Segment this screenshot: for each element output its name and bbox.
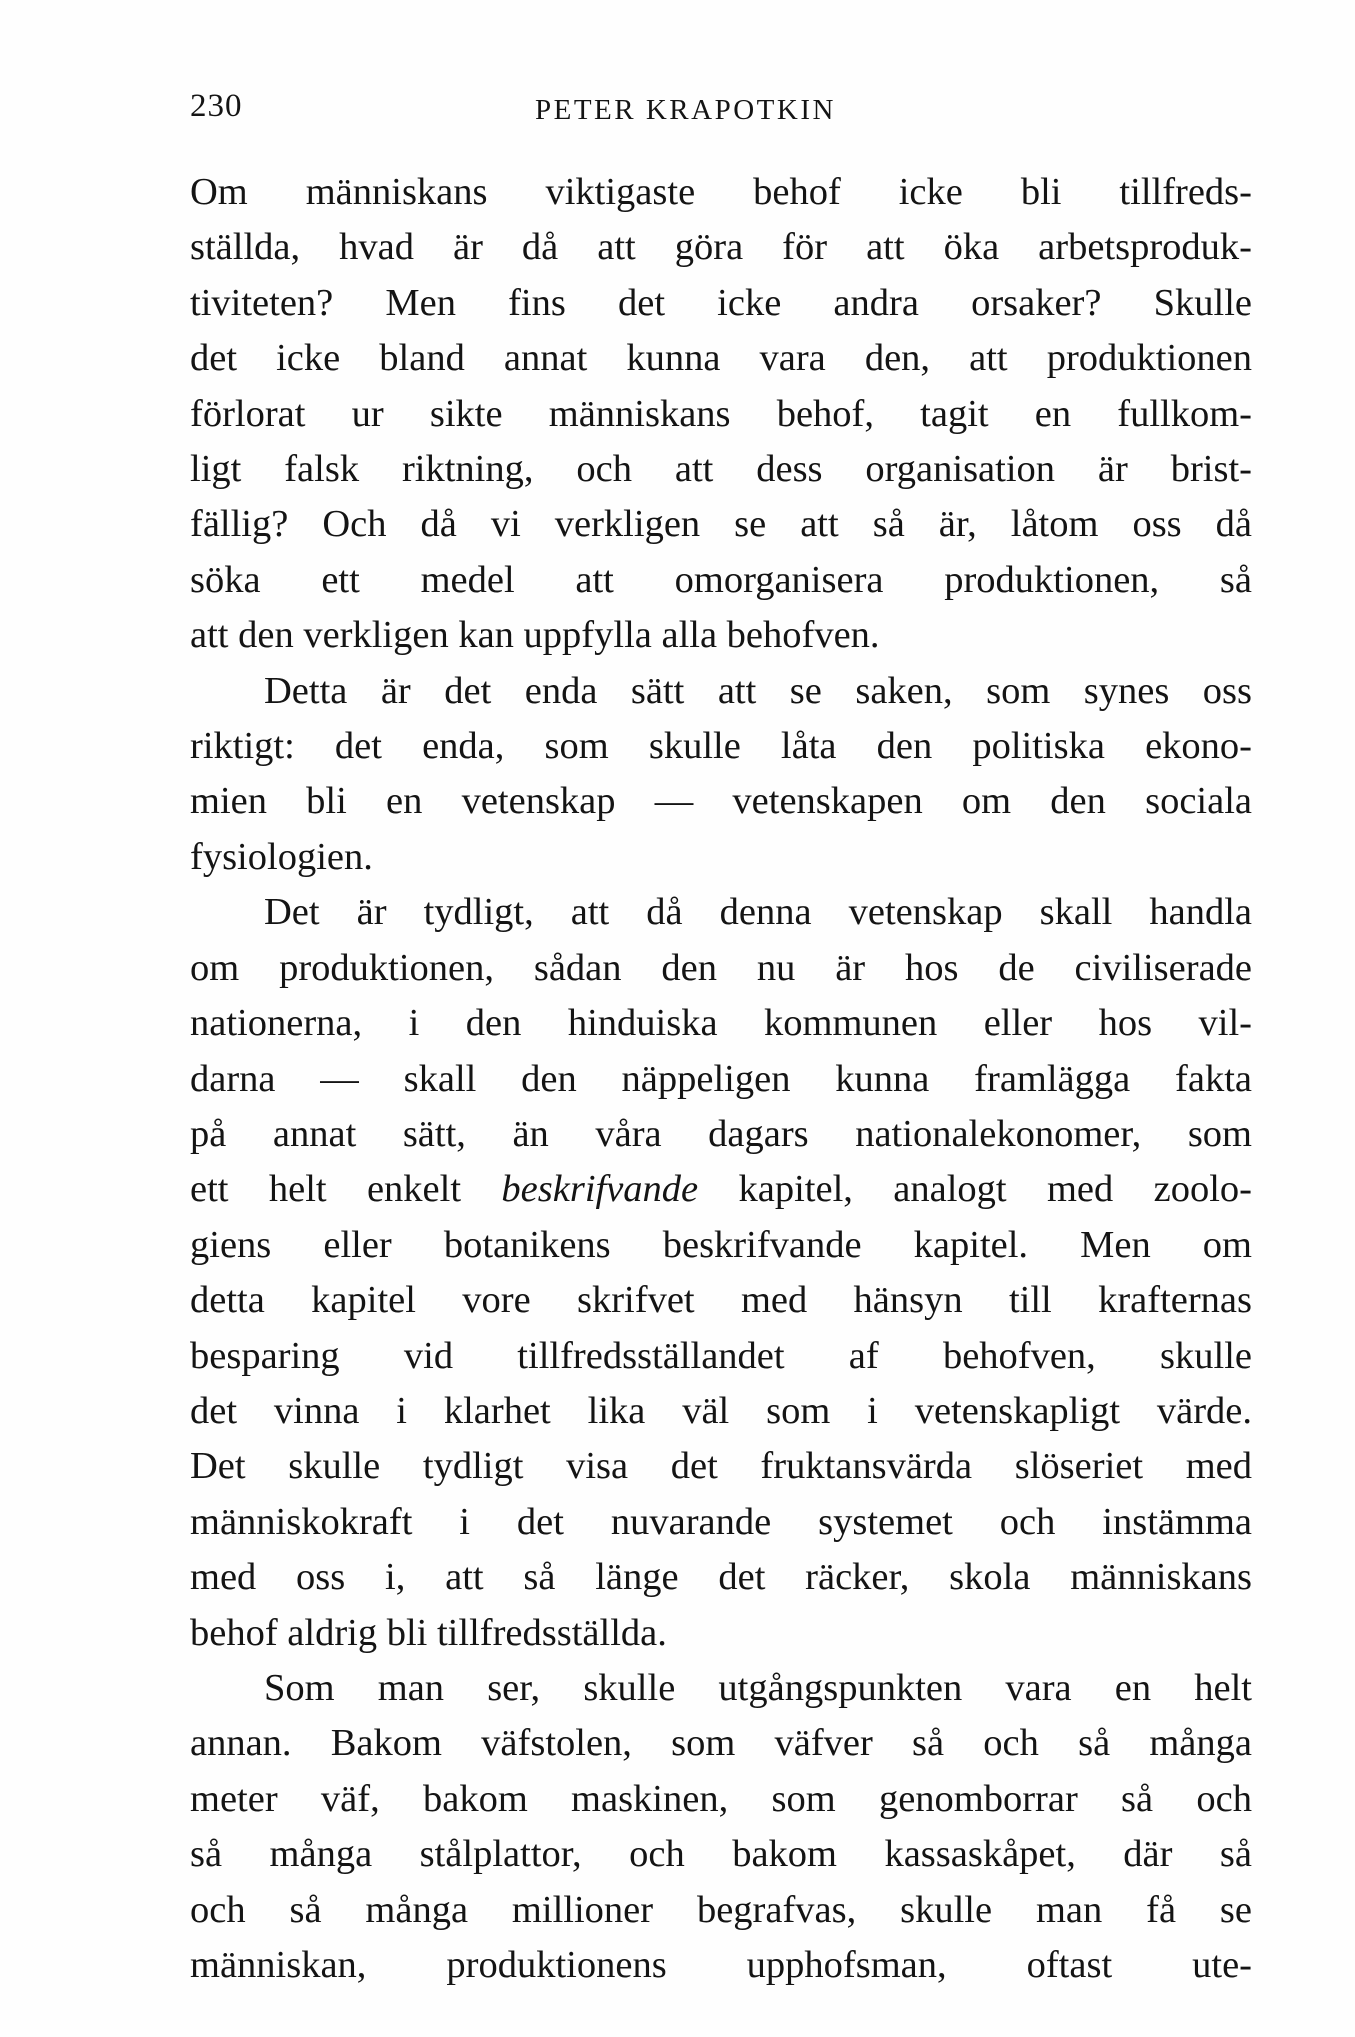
- text-line: mien bli en vetenskap — vetenskapen om den sociala: [190, 780, 1252, 823]
- text-line: ligt falsk riktning, och att dess organisation är brist-: [190, 448, 1252, 491]
- text-line: det vinna i klarhet lika väl som i vetenskapligt värde.: [190, 1389, 1252, 1432]
- text-line: söka ett medel att omorganisera produktionen, så: [190, 558, 1252, 601]
- body-text: [190, 165, 1252, 1993]
- text-line: Det skulle tydligt visa det fruktansvärda slöseriet med: [190, 1445, 1252, 1488]
- text-line: det icke bland annat kunna vara den, att produktionen: [190, 337, 1252, 380]
- text-line: och så många millioner begrafvas, skulle man få se: [190, 1888, 1252, 1931]
- text-line: på annat sätt, än våra dagars nationalekonomer, som: [190, 1112, 1252, 1155]
- text-line: att den verkligen kan uppfylla alla behofven.: [190, 614, 880, 657]
- text-line: detta kapitel vore skrifvet med hänsyn till krafternas: [190, 1279, 1252, 1322]
- text-line: giens eller botanikens beskrifvande kapitel. Men om: [190, 1223, 1252, 1266]
- text-line: annan. Bakom väfstolen, som väfver så och så många: [190, 1722, 1252, 1765]
- page-header: [190, 88, 1250, 138]
- text-line: darna — skall den näppeligen kunna framlägga fakta: [190, 1057, 1252, 1100]
- text-line: riktigt: det enda, som skulle låta den politiska ekono-: [190, 725, 1252, 768]
- paragraph: [190, 165, 1252, 664]
- text-line: ställda, hvad är då att göra för att öka arbetsproduk-: [190, 226, 1252, 269]
- text-line: om produktionen, sådan den nu är hos de civiliserade: [190, 946, 1252, 989]
- paragraph: [190, 664, 1252, 886]
- paragraph: [190, 1661, 1252, 1993]
- text-line: fällig? Och då vi verkligen se att så är, låtom oss då: [190, 503, 1252, 546]
- text-line: behof aldrig bli tillfredsställda.: [190, 1611, 667, 1654]
- text-segment: ett helt enkelt: [190, 1168, 462, 1211]
- text-line: Om människans viktigaste behof icke bli tillfreds-: [190, 171, 1252, 213]
- text-line: förlorat ur sikte människans behof, tagit en fullkom-: [190, 392, 1252, 435]
- text-line: Som man ser, skulle utgångspunkten vara en helt: [264, 1666, 1252, 1709]
- text-line: så många stålplattor, och bakom kassaskåpet, där så: [190, 1833, 1252, 1876]
- paragraph: [190, 885, 1252, 1661]
- running-head: PETER KRAPOTKIN: [535, 94, 836, 126]
- text-line: människokraft i det nuvarande systemet och instämma: [190, 1500, 1252, 1543]
- text-line: Det är tydligt, att då denna vetenskap skall handla: [264, 891, 1252, 934]
- text-line: med oss i, att så länge det räcker, skola människans: [190, 1556, 1252, 1599]
- text-line: tiviteten? Men fins det icke andra orsaker? Skulle: [190, 281, 1252, 324]
- text-line: meter väf, bakom maskinen, som genomborrar så och: [190, 1777, 1252, 1820]
- italic-term: beskrifvande: [501, 1168, 699, 1211]
- text-line: nationerna, i den hinduiska kommunen eller hos vil-: [190, 1002, 1252, 1045]
- text-line: besparing vid tillfredsställandet af behofven, skulle: [190, 1334, 1252, 1377]
- text-line: fysiologien.: [190, 835, 373, 878]
- page-number: 230: [190, 88, 243, 124]
- text-line-with-italic: [190, 1162, 1252, 1217]
- text-line: Detta är det enda sätt att se saken, som synes oss: [264, 669, 1252, 712]
- text-segment: kapitel, analogt med zoolo-: [738, 1168, 1252, 1211]
- text-line: människan, produktionens upphofsman, oftast ute-: [190, 1944, 1252, 1986]
